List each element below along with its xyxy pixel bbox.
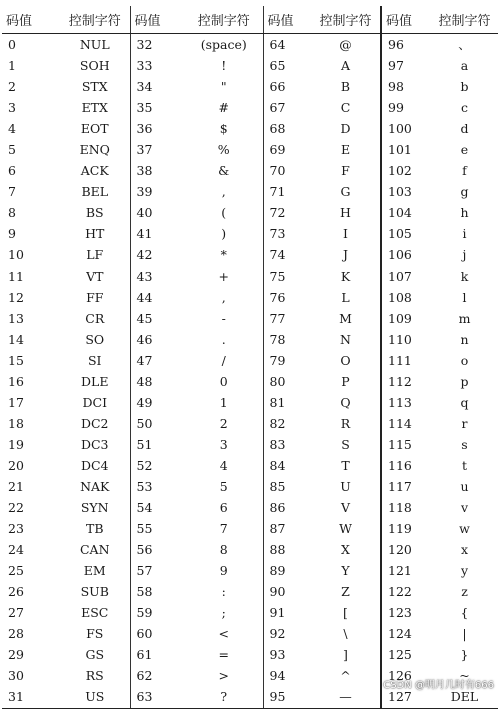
- code-cell: 118: [388, 500, 412, 516]
- char-cell: 9: [185, 560, 263, 581]
- char-cell: R: [311, 413, 381, 434]
- code-cell: 69: [269, 142, 286, 158]
- char-cell: TB: [60, 518, 130, 539]
- char-cell: L: [311, 287, 381, 308]
- char-cell: u: [460, 479, 469, 494]
- code-cell: 14: [8, 331, 24, 347]
- code-cell: 41: [136, 226, 153, 242]
- table-row: [2, 539, 498, 560]
- table-row: [2, 371, 498, 392]
- table-row: [2, 434, 498, 455]
- char-cell: @: [311, 34, 381, 56]
- code-cell: 13: [8, 310, 24, 326]
- code-cell: 95: [263, 686, 311, 708]
- ascii-table: [2, 6, 498, 709]
- code-cell: 124: [388, 626, 412, 642]
- char-cell: 3: [185, 434, 263, 455]
- code-cell: 105: [388, 226, 412, 242]
- code-cell: 82: [269, 415, 286, 431]
- char-cell: z: [461, 584, 468, 600]
- code-cell: 52: [136, 457, 153, 473]
- code-cell: 91: [269, 605, 286, 621]
- code-cell: 98: [388, 79, 404, 95]
- code-cell: 53: [136, 479, 153, 494]
- char-cell: FS: [60, 623, 130, 644]
- char-cell: T: [311, 455, 381, 476]
- char-cell: P: [311, 371, 381, 392]
- char-cell: O: [311, 350, 381, 371]
- code-cell: 79: [269, 352, 286, 368]
- code-cell: 1: [8, 58, 16, 74]
- char-cell: X: [311, 539, 381, 560]
- code-cell: 74: [269, 247, 286, 263]
- char-cell: DC3: [60, 434, 130, 455]
- header-code: 码值: [381, 6, 431, 34]
- char-cell: 8: [185, 539, 263, 560]
- code-cell: 48: [136, 373, 153, 389]
- char-cell: SO: [60, 329, 130, 350]
- header-char: 控制字符: [311, 6, 381, 34]
- char-cell: <: [185, 623, 263, 644]
- code-cell: 9: [8, 226, 16, 242]
- char-cell: v: [460, 500, 469, 516]
- char-cell: GS: [60, 644, 130, 665]
- code-cell: 111: [388, 352, 412, 368]
- code-cell: 76: [269, 289, 286, 305]
- char-cell: 4: [185, 455, 263, 476]
- char-cell: q: [460, 394, 469, 410]
- char-cell: H: [311, 202, 381, 223]
- char-cell: f: [462, 163, 467, 179]
- table-row: [2, 644, 498, 665]
- code-cell: 8: [8, 205, 16, 221]
- char-cell: K: [311, 266, 381, 287]
- table-row: [2, 560, 498, 581]
- char-cell: m: [458, 310, 471, 326]
- char-cell: U: [311, 476, 381, 497]
- code-cell: 4: [8, 121, 16, 137]
- char-cell: p: [460, 373, 469, 389]
- table-row: [2, 118, 498, 139]
- char-cell: DC4: [60, 455, 130, 476]
- code-cell: 125: [388, 647, 412, 663]
- code-cell: 115: [388, 436, 412, 452]
- header-code: 码值: [130, 6, 185, 34]
- code-cell: 21: [8, 479, 24, 494]
- header-code: 码值: [263, 6, 311, 34]
- code-cell: 73: [269, 226, 286, 242]
- table-row: [2, 623, 498, 644]
- table-row: [2, 497, 498, 518]
- char-cell: W: [311, 518, 381, 539]
- char-cell: E: [311, 139, 381, 160]
- table-row: [2, 244, 498, 265]
- code-cell: 70: [269, 163, 286, 179]
- char-cell: ": [185, 76, 263, 97]
- char-cell: a: [460, 58, 469, 74]
- code-cell: 100: [388, 121, 412, 137]
- char-cell: Y: [311, 560, 381, 581]
- code-cell: 42: [136, 247, 153, 263]
- code-cell: 56: [136, 542, 153, 558]
- code-cell: 25: [8, 563, 24, 579]
- char-cell: DCI: [60, 392, 130, 413]
- code-cell: 117: [388, 479, 412, 494]
- char-cell: ]: [311, 644, 381, 665]
- char-cell: VT: [60, 266, 130, 287]
- code-cell: 67: [269, 100, 286, 116]
- char-cell: 、: [458, 37, 471, 53]
- char-cell: ?: [185, 686, 263, 708]
- code-cell: 36: [136, 121, 153, 137]
- char-cell: (space): [185, 34, 263, 56]
- char-cell: SOH: [60, 55, 130, 76]
- char-cell: C: [311, 97, 381, 118]
- table-row: [2, 97, 498, 118]
- char-cell: 1: [185, 392, 263, 413]
- char-cell: CAN: [60, 539, 130, 560]
- char-cell: k: [460, 268, 469, 284]
- char-cell: HT: [60, 223, 130, 244]
- table-row: [2, 602, 498, 623]
- char-cell: G: [311, 181, 381, 202]
- char-cell: US: [60, 686, 130, 708]
- table-row: [2, 518, 498, 539]
- code-cell: 6: [8, 163, 16, 179]
- char-cell: STX: [60, 76, 130, 97]
- char-cell: SI: [60, 350, 130, 371]
- char-cell: ,: [185, 287, 263, 308]
- code-cell: 20: [8, 457, 24, 473]
- code-cell: 113: [388, 394, 412, 410]
- char-cell: |: [462, 626, 467, 642]
- code-cell: 7: [8, 184, 16, 200]
- code-cell: 46: [136, 331, 153, 347]
- code-cell: 65: [269, 58, 286, 74]
- code-cell: 37: [136, 142, 153, 158]
- code-cell: 32: [136, 37, 153, 53]
- code-cell: 102: [388, 163, 412, 179]
- code-cell: 86: [269, 500, 286, 516]
- header-row: [2, 6, 498, 34]
- char-cell: d: [460, 121, 469, 137]
- table-row: [2, 350, 498, 371]
- code-cell: 30: [8, 668, 24, 684]
- code-cell: 51: [136, 436, 153, 452]
- code-cell: 84: [269, 457, 286, 473]
- code-cell: 122: [388, 584, 412, 600]
- char-cell: g: [460, 184, 469, 200]
- code-cell: 106: [388, 247, 412, 263]
- code-cell: 31: [2, 686, 60, 708]
- char-cell: h: [460, 205, 469, 221]
- char-cell: FF: [60, 287, 130, 308]
- watermark: CSDN @明月几时有666: [383, 680, 494, 691]
- table-row: [2, 476, 498, 497]
- char-cell: B: [311, 76, 381, 97]
- code-cell: 72: [269, 205, 286, 221]
- char-cell: RS: [60, 665, 130, 686]
- code-cell: 96: [388, 37, 404, 53]
- code-cell: 75: [269, 268, 286, 284]
- code-cell: 34: [136, 79, 153, 95]
- char-cell: ETX: [60, 97, 130, 118]
- char-cell: ): [185, 223, 263, 244]
- char-cell: ;: [185, 602, 263, 623]
- char-cell: e: [460, 142, 469, 158]
- table-row: [2, 76, 498, 97]
- code-cell: 26: [8, 584, 24, 600]
- table-row: [2, 455, 498, 476]
- char-cell: N: [311, 329, 381, 350]
- table-row: [2, 181, 498, 202]
- char-cell: V: [311, 497, 381, 518]
- char-cell: :: [185, 581, 263, 602]
- char-cell: (: [185, 202, 263, 223]
- char-cell: SUB: [60, 581, 130, 602]
- char-cell: r: [461, 415, 468, 431]
- char-cell: SYN: [60, 497, 130, 518]
- char-cell: 6: [185, 497, 263, 518]
- code-cell: 12: [8, 289, 24, 305]
- char-cell: s: [461, 436, 468, 452]
- char-cell: M: [311, 308, 381, 329]
- char-cell: —: [311, 686, 381, 708]
- char-cell: o: [460, 352, 469, 368]
- table-header: [2, 6, 498, 34]
- header-char: 控制字符: [185, 6, 263, 34]
- char-cell: *: [185, 244, 263, 265]
- code-cell: 93: [269, 647, 286, 663]
- table-row: [2, 581, 498, 602]
- code-cell: 43: [136, 268, 153, 284]
- char-cell: J: [311, 244, 381, 265]
- char-cell: DC2: [60, 413, 130, 434]
- table-row: [2, 55, 498, 76]
- char-cell: A: [311, 55, 381, 76]
- code-cell: 39: [136, 184, 153, 200]
- code-cell: 123: [388, 605, 412, 621]
- char-cell: ESC: [60, 602, 130, 623]
- code-cell: 80: [269, 373, 286, 389]
- code-cell: 59: [136, 605, 153, 621]
- code-cell: 127: [381, 686, 431, 708]
- code-cell: 83: [269, 436, 286, 452]
- char-cell: #: [185, 97, 263, 118]
- code-cell: 60: [136, 626, 153, 642]
- table-row: [2, 160, 498, 181]
- code-cell: 61: [136, 647, 153, 663]
- code-cell: 107: [388, 268, 412, 284]
- code-cell: 17: [8, 394, 24, 410]
- char-cell: Z: [311, 581, 381, 602]
- char-cell: %: [185, 139, 263, 160]
- char-cell: n: [460, 331, 469, 347]
- char-cell: S: [311, 434, 381, 455]
- char-cell: ACK: [60, 160, 130, 181]
- char-cell: x: [460, 542, 469, 558]
- table-row: [2, 266, 498, 287]
- code-cell: 110: [388, 331, 412, 347]
- table-row: [2, 287, 498, 308]
- header-code: 码值: [2, 6, 60, 34]
- code-cell: 63: [130, 686, 185, 708]
- code-cell: 78: [269, 331, 286, 347]
- code-cell: 121: [388, 563, 412, 579]
- code-cell: 16: [8, 373, 24, 389]
- char-cell: .: [185, 329, 263, 350]
- char-cell: LF: [60, 244, 130, 265]
- char-cell: \: [311, 623, 381, 644]
- char-cell: ,: [185, 181, 263, 202]
- code-cell: 77: [269, 310, 286, 326]
- char-cell: 2: [185, 413, 263, 434]
- code-cell: 47: [136, 352, 153, 368]
- code-cell: 35: [136, 100, 153, 116]
- code-cell: 5: [8, 142, 16, 158]
- char-cell: >: [185, 665, 263, 686]
- code-cell: 66: [269, 79, 286, 95]
- code-cell: 50: [136, 415, 153, 431]
- code-cell: 0: [8, 37, 16, 53]
- code-cell: 87: [269, 521, 286, 537]
- char-cell: &: [185, 160, 263, 181]
- code-cell: 54: [136, 500, 153, 516]
- code-cell: 3: [8, 100, 16, 116]
- char-cell: 7: [185, 518, 263, 539]
- table-row: [2, 139, 498, 160]
- char-cell: DEL: [431, 686, 498, 708]
- char-cell: -: [185, 308, 263, 329]
- code-cell: 11: [8, 268, 24, 284]
- char-cell: /: [185, 350, 263, 371]
- code-cell: 89: [269, 563, 286, 579]
- table-row: [2, 308, 498, 329]
- code-cell: 99: [388, 100, 404, 116]
- code-cell: 57: [136, 563, 153, 579]
- char-cell: EOT: [60, 118, 130, 139]
- code-cell: 40: [136, 205, 153, 221]
- char-cell: NUL: [60, 34, 130, 56]
- char-cell: }: [460, 647, 469, 663]
- code-cell: 119: [388, 521, 412, 537]
- char-cell: ^: [311, 665, 381, 686]
- code-cell: 90: [269, 584, 286, 600]
- code-cell: 58: [136, 584, 153, 600]
- code-cell: 114: [388, 415, 412, 431]
- code-cell: 15: [8, 352, 24, 368]
- code-cell: 71: [269, 184, 286, 200]
- code-cell: 126: [388, 668, 412, 684]
- code-cell: 23: [8, 521, 24, 537]
- char-cell: b: [460, 79, 469, 95]
- code-cell: 62: [136, 668, 153, 684]
- char-cell: DLE: [60, 371, 130, 392]
- code-cell: 104: [388, 205, 412, 221]
- table-row: [2, 223, 498, 244]
- code-cell: 92: [269, 626, 286, 642]
- char-cell: y: [460, 563, 469, 579]
- code-cell: 44: [136, 289, 153, 305]
- code-cell: 33: [136, 58, 153, 74]
- table-row: [2, 329, 498, 350]
- code-cell: 88: [269, 542, 286, 558]
- code-cell: 85: [269, 479, 286, 494]
- code-cell: 18: [8, 415, 24, 431]
- code-cell: 94: [269, 668, 286, 684]
- code-cell: 22: [8, 500, 24, 516]
- code-cell: 97: [388, 58, 404, 74]
- code-cell: 108: [388, 289, 412, 305]
- char-cell: [: [311, 602, 381, 623]
- code-cell: 45: [136, 310, 153, 326]
- char-cell: =: [185, 644, 263, 665]
- code-cell: 101: [388, 142, 412, 158]
- table-row: [2, 413, 498, 434]
- code-cell: 81: [269, 394, 286, 410]
- code-cell: 29: [8, 647, 24, 663]
- char-cell: BEL: [60, 181, 130, 202]
- char-cell: F: [311, 160, 381, 181]
- code-cell: 27: [8, 605, 24, 621]
- char-cell: I: [311, 223, 381, 244]
- code-cell: 64: [269, 37, 286, 53]
- char-cell: ~: [459, 668, 470, 684]
- code-cell: 10: [8, 247, 24, 263]
- code-cell: 116: [388, 457, 412, 473]
- code-cell: 103: [388, 184, 412, 200]
- char-cell: {: [460, 605, 469, 621]
- char-cell: !: [185, 55, 263, 76]
- char-cell: BS: [60, 202, 130, 223]
- header-char: 控制字符: [431, 6, 498, 34]
- code-cell: 19: [8, 436, 24, 452]
- char-cell: i: [462, 226, 467, 242]
- char-cell: EM: [60, 560, 130, 581]
- char-cell: c: [460, 100, 468, 116]
- code-cell: 38: [136, 163, 153, 179]
- header-char: 控制字符: [60, 6, 130, 34]
- char-cell: t: [461, 457, 468, 473]
- char-cell: 5: [185, 476, 263, 497]
- table-row: [2, 34, 498, 56]
- code-cell: 120: [388, 542, 412, 558]
- code-cell: 49: [136, 394, 153, 410]
- char-cell: j: [462, 247, 467, 263]
- code-cell: 68: [269, 121, 286, 137]
- char-cell: Q: [311, 392, 381, 413]
- char-cell: D: [311, 118, 381, 139]
- table-row: [2, 202, 498, 223]
- char-cell: $: [185, 118, 263, 139]
- code-cell: 112: [388, 373, 412, 389]
- char-cell: w: [459, 521, 470, 537]
- code-cell: 55: [136, 521, 153, 537]
- char-cell: ENQ: [60, 139, 130, 160]
- code-cell: 109: [388, 310, 412, 326]
- table-row: [2, 392, 498, 413]
- code-cell: 28: [8, 626, 24, 642]
- code-cell: 2: [8, 79, 16, 95]
- table-body: [2, 34, 498, 709]
- char-cell: l: [462, 289, 467, 305]
- char-cell: 0: [185, 371, 263, 392]
- char-cell: +: [185, 266, 263, 287]
- code-cell: 24: [8, 542, 24, 558]
- char-cell: NAK: [60, 476, 130, 497]
- char-cell: CR: [60, 308, 130, 329]
